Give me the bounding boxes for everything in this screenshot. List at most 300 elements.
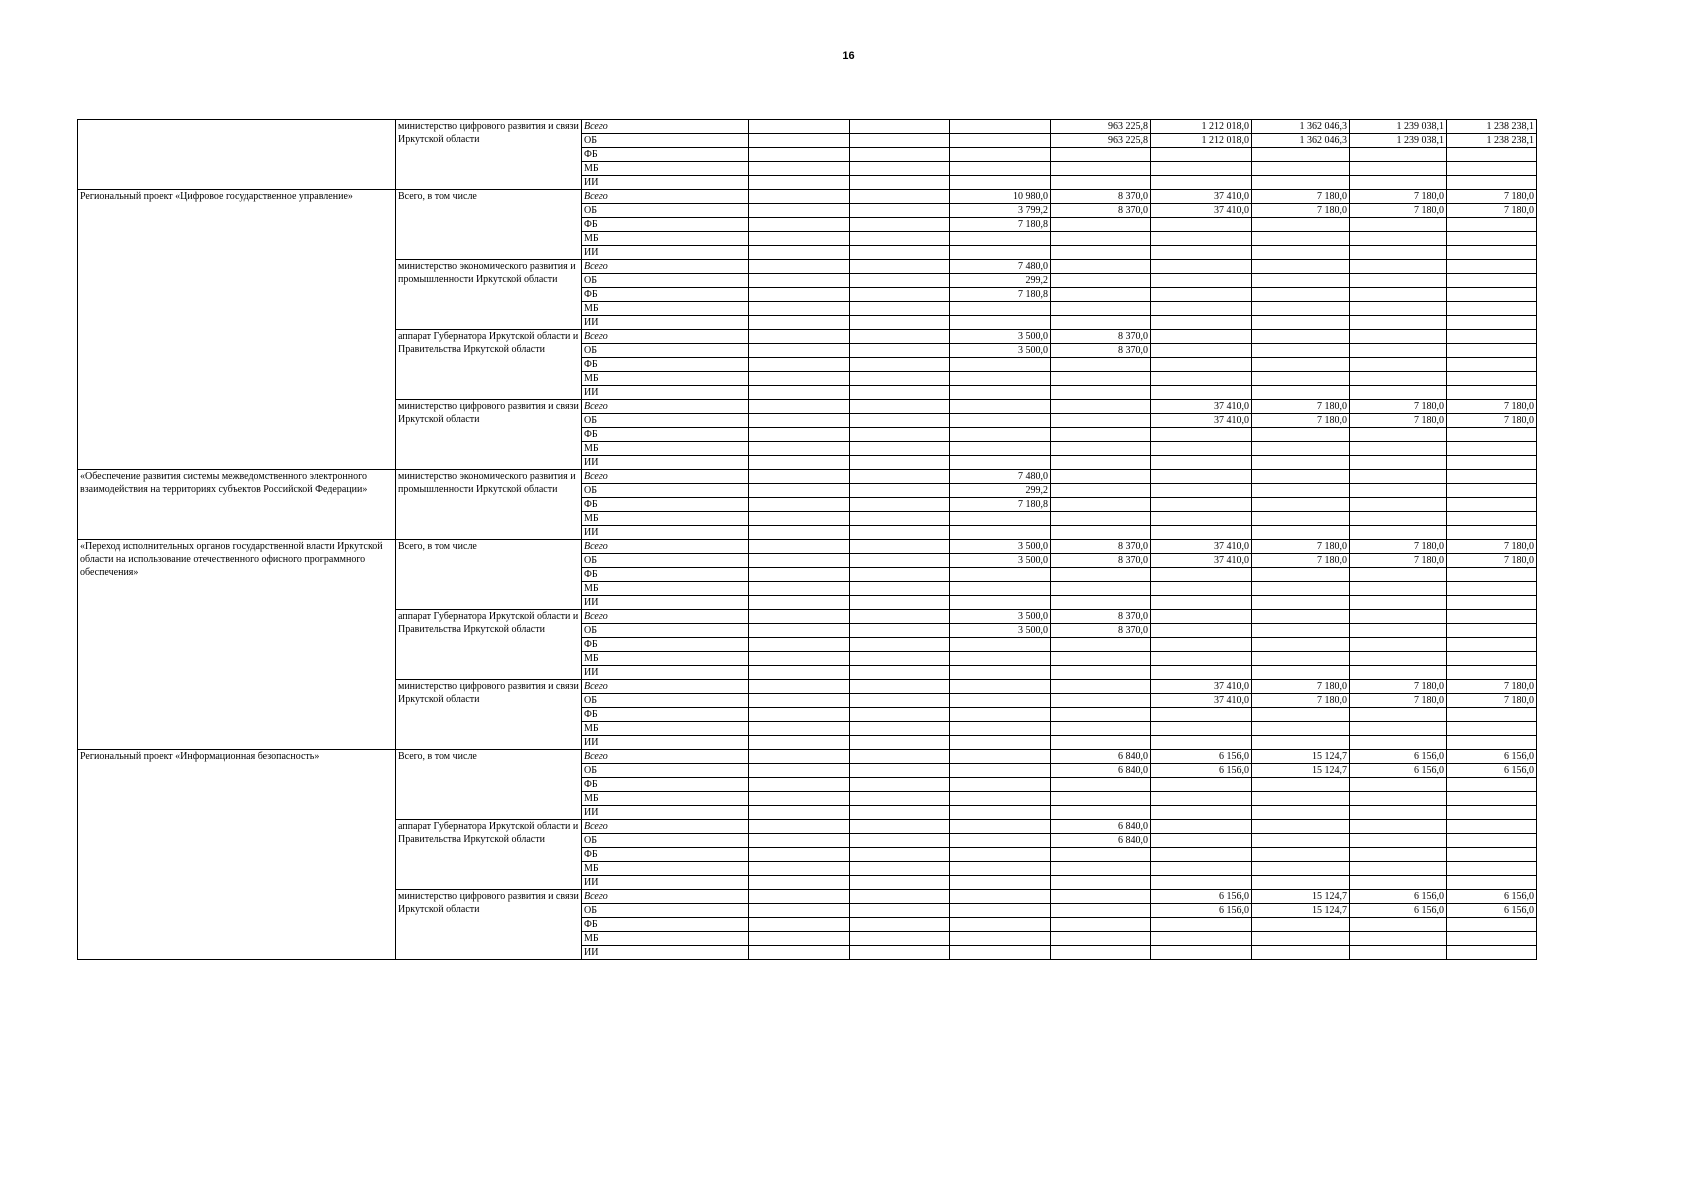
executor-cell: аппарат Губернатора Иркутской области и Правительства Иркутской области <box>396 610 582 680</box>
funding-source-cell: Всего <box>582 680 749 694</box>
amount-cell <box>749 442 850 456</box>
executor-cell: министерство цифрового развития и связи Иркутской области <box>396 400 582 470</box>
amount-cell <box>1151 316 1252 330</box>
amount-cell <box>749 666 850 680</box>
amount-cell <box>950 232 1051 246</box>
amount-cell: 3 500,0 <box>950 540 1051 554</box>
amount-cell <box>749 554 850 568</box>
amount-cell <box>850 344 950 358</box>
amount-cell <box>749 246 850 260</box>
amount-cell <box>1051 302 1151 316</box>
amount-cell <box>1447 176 1537 190</box>
amount-cell <box>749 680 850 694</box>
amount-cell <box>1252 596 1350 610</box>
amount-cell <box>950 946 1051 960</box>
executor-cell: Всего, в том числе <box>396 190 582 260</box>
amount-cell <box>950 834 1051 848</box>
amount-cell <box>1350 344 1447 358</box>
amount-cell <box>850 764 950 778</box>
amount-cell <box>850 652 950 666</box>
amount-cell <box>1447 442 1537 456</box>
amount-cell <box>1252 162 1350 176</box>
funding-source-cell: МБ <box>582 232 749 246</box>
amount-cell <box>1051 246 1151 260</box>
amount-cell <box>1350 358 1447 372</box>
amount-cell <box>1350 302 1447 316</box>
amount-cell <box>1151 498 1252 512</box>
amount-cell <box>749 218 850 232</box>
amount-cell <box>950 596 1051 610</box>
amount-cell <box>1151 526 1252 540</box>
amount-cell <box>850 218 950 232</box>
amount-cell <box>749 176 850 190</box>
amount-cell <box>1447 876 1537 890</box>
amount-cell <box>1151 344 1252 358</box>
amount-cell <box>749 568 850 582</box>
amount-cell <box>1447 708 1537 722</box>
amount-cell <box>1051 442 1151 456</box>
executor-cell: Всего, в том числе <box>396 750 582 820</box>
amount-cell <box>850 302 950 316</box>
amount-cell: 7 180,0 <box>1447 400 1537 414</box>
amount-cell <box>749 372 850 386</box>
amount-cell <box>1151 148 1252 162</box>
amount-cell: 15 124,7 <box>1252 890 1350 904</box>
amount-cell: 1 212 018,0 <box>1151 120 1252 134</box>
amount-cell: 6 156,0 <box>1447 764 1537 778</box>
funding-source-cell: ИИ <box>582 316 749 330</box>
amount-cell <box>1447 218 1537 232</box>
amount-cell: 7 180,0 <box>1350 694 1447 708</box>
amount-cell: 7 180,8 <box>950 218 1051 232</box>
amount-cell: 6 840,0 <box>1051 820 1151 834</box>
amount-cell <box>1051 904 1151 918</box>
amount-cell: 7 180,0 <box>1252 680 1350 694</box>
amount-cell <box>1447 736 1537 750</box>
amount-cell <box>1151 932 1252 946</box>
amount-cell <box>850 260 950 274</box>
amount-cell <box>850 330 950 344</box>
amount-cell <box>1447 848 1537 862</box>
amount-cell <box>749 204 850 218</box>
amount-cell <box>1252 344 1350 358</box>
amount-cell <box>1151 484 1252 498</box>
amount-cell <box>1350 470 1447 484</box>
amount-cell: 15 124,7 <box>1252 904 1350 918</box>
funding-source-cell: Всего <box>582 750 749 764</box>
amount-cell <box>1151 442 1252 456</box>
amount-cell <box>749 652 850 666</box>
amount-cell <box>1151 386 1252 400</box>
amount-cell <box>950 568 1051 582</box>
amount-cell <box>850 736 950 750</box>
amount-cell <box>749 274 850 288</box>
amount-cell <box>1447 596 1537 610</box>
executor-cell: министерство цифрового развития и связи Иркутской области <box>396 890 582 960</box>
amount-cell <box>1051 428 1151 442</box>
amount-cell <box>749 540 850 554</box>
amount-cell <box>850 540 950 554</box>
amount-cell <box>950 932 1051 946</box>
amount-cell <box>1350 876 1447 890</box>
amount-cell: 7 180,0 <box>1447 204 1537 218</box>
amount-cell <box>950 694 1051 708</box>
funding-source-cell: МБ <box>582 442 749 456</box>
amount-cell <box>1447 484 1537 498</box>
amount-cell <box>950 862 1051 876</box>
amount-cell <box>950 456 1051 470</box>
amount-cell <box>1151 470 1252 484</box>
amount-cell <box>1252 862 1350 876</box>
amount-cell <box>1447 316 1537 330</box>
amount-cell: 7 180,0 <box>1350 400 1447 414</box>
amount-cell <box>1151 302 1252 316</box>
amount-cell <box>1350 512 1447 526</box>
amount-cell: 8 370,0 <box>1051 540 1151 554</box>
amount-cell <box>1252 582 1350 596</box>
amount-cell <box>1447 638 1537 652</box>
funding-source-cell: ИИ <box>582 666 749 680</box>
amount-cell <box>850 414 950 428</box>
amount-cell: 37 410,0 <box>1151 680 1252 694</box>
funding-source-cell: МБ <box>582 932 749 946</box>
amount-cell <box>749 764 850 778</box>
amount-cell <box>1051 400 1151 414</box>
amount-cell: 6 156,0 <box>1151 764 1252 778</box>
amount-cell <box>1151 862 1252 876</box>
amount-cell: 3 500,0 <box>950 554 1051 568</box>
amount-cell <box>1051 372 1151 386</box>
amount-cell <box>1151 918 1252 932</box>
amount-cell <box>1350 820 1447 834</box>
amount-cell <box>749 358 850 372</box>
amount-cell <box>1447 946 1537 960</box>
amount-cell: 7 180,0 <box>1252 554 1350 568</box>
amount-cell <box>1252 302 1350 316</box>
amount-cell <box>950 512 1051 526</box>
amount-cell <box>1447 610 1537 624</box>
amount-cell <box>950 764 1051 778</box>
table-row <box>78 470 1537 484</box>
amount-cell <box>950 918 1051 932</box>
amount-cell: 8 370,0 <box>1051 610 1151 624</box>
amount-cell <box>1447 232 1537 246</box>
amount-cell: 15 124,7 <box>1252 750 1350 764</box>
amount-cell <box>950 806 1051 820</box>
amount-cell <box>1252 666 1350 680</box>
funding-source-cell: Всего <box>582 190 749 204</box>
amount-cell <box>1350 386 1447 400</box>
amount-cell <box>1151 568 1252 582</box>
amount-cell <box>1151 428 1252 442</box>
funding-source-cell: Всего <box>582 330 749 344</box>
funding-source-cell: ФБ <box>582 778 749 792</box>
funding-source-cell: ФБ <box>582 568 749 582</box>
amount-cell <box>1447 498 1537 512</box>
amount-cell <box>749 876 850 890</box>
amount-cell <box>1447 792 1537 806</box>
amount-cell <box>1350 778 1447 792</box>
budget-table <box>77 119 1537 960</box>
amount-cell <box>1350 596 1447 610</box>
amount-cell: 10 980,0 <box>950 190 1051 204</box>
amount-cell <box>1051 498 1151 512</box>
amount-cell <box>950 246 1051 260</box>
amount-cell <box>749 862 850 876</box>
funding-source-cell: ИИ <box>582 456 749 470</box>
amount-cell <box>1350 498 1447 512</box>
amount-cell: 3 500,0 <box>950 624 1051 638</box>
amount-cell <box>850 568 950 582</box>
amount-cell <box>749 386 850 400</box>
amount-cell <box>1350 456 1447 470</box>
funding-source-cell: Всего <box>582 540 749 554</box>
amount-cell <box>1447 820 1537 834</box>
amount-cell <box>850 134 950 148</box>
amount-cell <box>1350 162 1447 176</box>
amount-cell <box>950 372 1051 386</box>
funding-source-cell: ФБ <box>582 918 749 932</box>
amount-cell <box>1252 358 1350 372</box>
amount-cell <box>1447 456 1537 470</box>
amount-cell: 1 362 046,3 <box>1252 134 1350 148</box>
amount-cell <box>1051 526 1151 540</box>
amount-cell <box>1051 778 1151 792</box>
table-row <box>78 540 1537 554</box>
amount-cell: 7 180,0 <box>1252 414 1350 428</box>
amount-cell <box>1447 428 1537 442</box>
amount-cell <box>749 414 850 428</box>
amount-cell <box>1252 442 1350 456</box>
amount-cell <box>1252 330 1350 344</box>
amount-cell <box>950 876 1051 890</box>
amount-cell <box>850 722 950 736</box>
amount-cell <box>1051 162 1151 176</box>
amount-cell <box>1350 442 1447 456</box>
amount-cell: 8 370,0 <box>1051 204 1151 218</box>
amount-cell <box>850 120 950 134</box>
amount-cell <box>1252 638 1350 652</box>
funding-source-cell: МБ <box>582 372 749 386</box>
amount-cell <box>1151 456 1252 470</box>
amount-cell <box>1151 260 1252 274</box>
funding-source-cell: ОБ <box>582 904 749 918</box>
budget-table-body <box>78 120 1537 960</box>
amount-cell <box>1051 288 1151 302</box>
amount-cell <box>1051 736 1151 750</box>
amount-cell <box>749 582 850 596</box>
amount-cell <box>850 400 950 414</box>
amount-cell <box>1447 568 1537 582</box>
amount-cell <box>850 190 950 204</box>
funding-source-cell: ФБ <box>582 288 749 302</box>
amount-cell <box>950 120 1051 134</box>
funding-source-cell: ИИ <box>582 736 749 750</box>
amount-cell <box>1151 582 1252 596</box>
amount-cell <box>850 750 950 764</box>
funding-source-cell: ОБ <box>582 624 749 638</box>
amount-cell: 7 180,0 <box>1350 680 1447 694</box>
amount-cell: 7 180,0 <box>1350 540 1447 554</box>
amount-cell <box>850 904 950 918</box>
funding-source-cell: Всего <box>582 120 749 134</box>
amount-cell: 7 180,0 <box>1447 694 1537 708</box>
amount-cell <box>1252 218 1350 232</box>
amount-cell: 1 239 038,1 <box>1350 120 1447 134</box>
amount-cell <box>1051 876 1151 890</box>
funding-source-cell: ФБ <box>582 148 749 162</box>
funding-source-cell: ОБ <box>582 414 749 428</box>
amount-cell <box>850 638 950 652</box>
program-name-cell: Региональный проект «Цифровое государственное управление» <box>78 190 396 470</box>
amount-cell <box>1447 246 1537 260</box>
amount-cell <box>850 372 950 386</box>
amount-cell <box>1151 596 1252 610</box>
amount-cell: 3 500,0 <box>950 610 1051 624</box>
amount-cell <box>1151 792 1252 806</box>
amount-cell <box>850 232 950 246</box>
program-name-cell: Региональный проект «Информационная безопасность» <box>78 750 396 960</box>
amount-cell <box>850 610 950 624</box>
amount-cell: 1 238 238,1 <box>1447 120 1537 134</box>
amount-cell <box>1350 624 1447 638</box>
amount-cell <box>1051 232 1151 246</box>
amount-cell <box>950 652 1051 666</box>
amount-cell: 7 180,0 <box>1350 554 1447 568</box>
amount-cell: 6 156,0 <box>1151 904 1252 918</box>
amount-cell <box>1252 456 1350 470</box>
amount-cell <box>950 176 1051 190</box>
amount-cell <box>1252 484 1350 498</box>
amount-cell <box>1447 162 1537 176</box>
amount-cell <box>1447 722 1537 736</box>
amount-cell <box>850 680 950 694</box>
amount-cell <box>749 932 850 946</box>
amount-cell <box>1252 232 1350 246</box>
funding-source-cell: ИИ <box>582 246 749 260</box>
amount-cell <box>749 344 850 358</box>
funding-source-cell: ОБ <box>582 134 749 148</box>
amount-cell: 6 840,0 <box>1051 764 1151 778</box>
amount-cell <box>850 666 950 680</box>
amount-cell <box>749 596 850 610</box>
funding-source-cell: Всего <box>582 400 749 414</box>
amount-cell <box>950 358 1051 372</box>
amount-cell <box>1051 386 1151 400</box>
amount-cell: 7 180,0 <box>1447 540 1537 554</box>
amount-cell <box>749 848 850 862</box>
amount-cell <box>1447 652 1537 666</box>
amount-cell <box>950 400 1051 414</box>
amount-cell <box>1447 274 1537 288</box>
amount-cell: 7 180,0 <box>1350 190 1447 204</box>
amount-cell: 7 180,8 <box>950 498 1051 512</box>
amount-cell <box>950 848 1051 862</box>
amount-cell <box>950 792 1051 806</box>
amount-cell <box>1051 582 1151 596</box>
amount-cell <box>1051 148 1151 162</box>
funding-source-cell: ИИ <box>582 386 749 400</box>
amount-cell: 6 156,0 <box>1350 904 1447 918</box>
amount-cell <box>1447 330 1537 344</box>
amount-cell: 963 225,8 <box>1051 134 1151 148</box>
amount-cell <box>749 498 850 512</box>
amount-cell <box>1151 218 1252 232</box>
executor-cell: аппарат Губернатора Иркутской области и Правительства Иркутской области <box>396 330 582 400</box>
amount-cell <box>1151 232 1252 246</box>
amount-cell: 299,2 <box>950 274 1051 288</box>
amount-cell: 8 370,0 <box>1051 190 1151 204</box>
amount-cell <box>749 890 850 904</box>
amount-cell: 8 370,0 <box>1051 330 1151 344</box>
amount-cell <box>1447 512 1537 526</box>
amount-cell <box>1151 288 1252 302</box>
amount-cell <box>950 778 1051 792</box>
amount-cell <box>749 918 850 932</box>
funding-source-cell: ФБ <box>582 218 749 232</box>
amount-cell <box>749 288 850 302</box>
amount-cell <box>850 246 950 260</box>
executor-cell: министерство экономического развития и промышленности Иркутской области <box>396 470 582 540</box>
amount-cell <box>1447 302 1537 316</box>
amount-cell <box>1350 330 1447 344</box>
funding-source-cell: ФБ <box>582 638 749 652</box>
amount-cell <box>1350 652 1447 666</box>
amount-cell <box>950 820 1051 834</box>
table-row <box>78 190 1537 204</box>
amount-cell <box>950 736 1051 750</box>
amount-cell <box>1350 218 1447 232</box>
amount-cell: 37 410,0 <box>1151 414 1252 428</box>
amount-cell <box>749 162 850 176</box>
amount-cell <box>1151 372 1252 386</box>
amount-cell <box>1447 386 1537 400</box>
amount-cell <box>1350 610 1447 624</box>
amount-cell <box>1447 666 1537 680</box>
amount-cell <box>1051 176 1151 190</box>
amount-cell <box>1051 722 1151 736</box>
amount-cell <box>749 820 850 834</box>
amount-cell: 3 500,0 <box>950 344 1051 358</box>
amount-cell <box>1252 820 1350 834</box>
amount-cell: 6 156,0 <box>1151 890 1252 904</box>
funding-source-cell: ИИ <box>582 526 749 540</box>
amount-cell <box>950 414 1051 428</box>
amount-cell <box>1447 582 1537 596</box>
amount-cell <box>850 876 950 890</box>
funding-source-cell: ИИ <box>582 946 749 960</box>
amount-cell <box>850 526 950 540</box>
amount-cell: 37 410,0 <box>1151 204 1252 218</box>
amount-cell <box>1051 694 1151 708</box>
amount-cell <box>1447 834 1537 848</box>
amount-cell <box>749 736 850 750</box>
amount-cell <box>950 638 1051 652</box>
funding-source-cell: ФБ <box>582 428 749 442</box>
amount-cell <box>1151 246 1252 260</box>
amount-cell <box>1252 512 1350 526</box>
amount-cell <box>749 120 850 134</box>
amount-cell: 7 180,0 <box>1447 554 1537 568</box>
amount-cell <box>1051 414 1151 428</box>
amount-cell <box>1151 820 1252 834</box>
amount-cell <box>749 302 850 316</box>
funding-source-cell: МБ <box>582 582 749 596</box>
amount-cell <box>1151 946 1252 960</box>
amount-cell <box>749 708 850 722</box>
amount-cell <box>1447 148 1537 162</box>
amount-cell <box>950 708 1051 722</box>
